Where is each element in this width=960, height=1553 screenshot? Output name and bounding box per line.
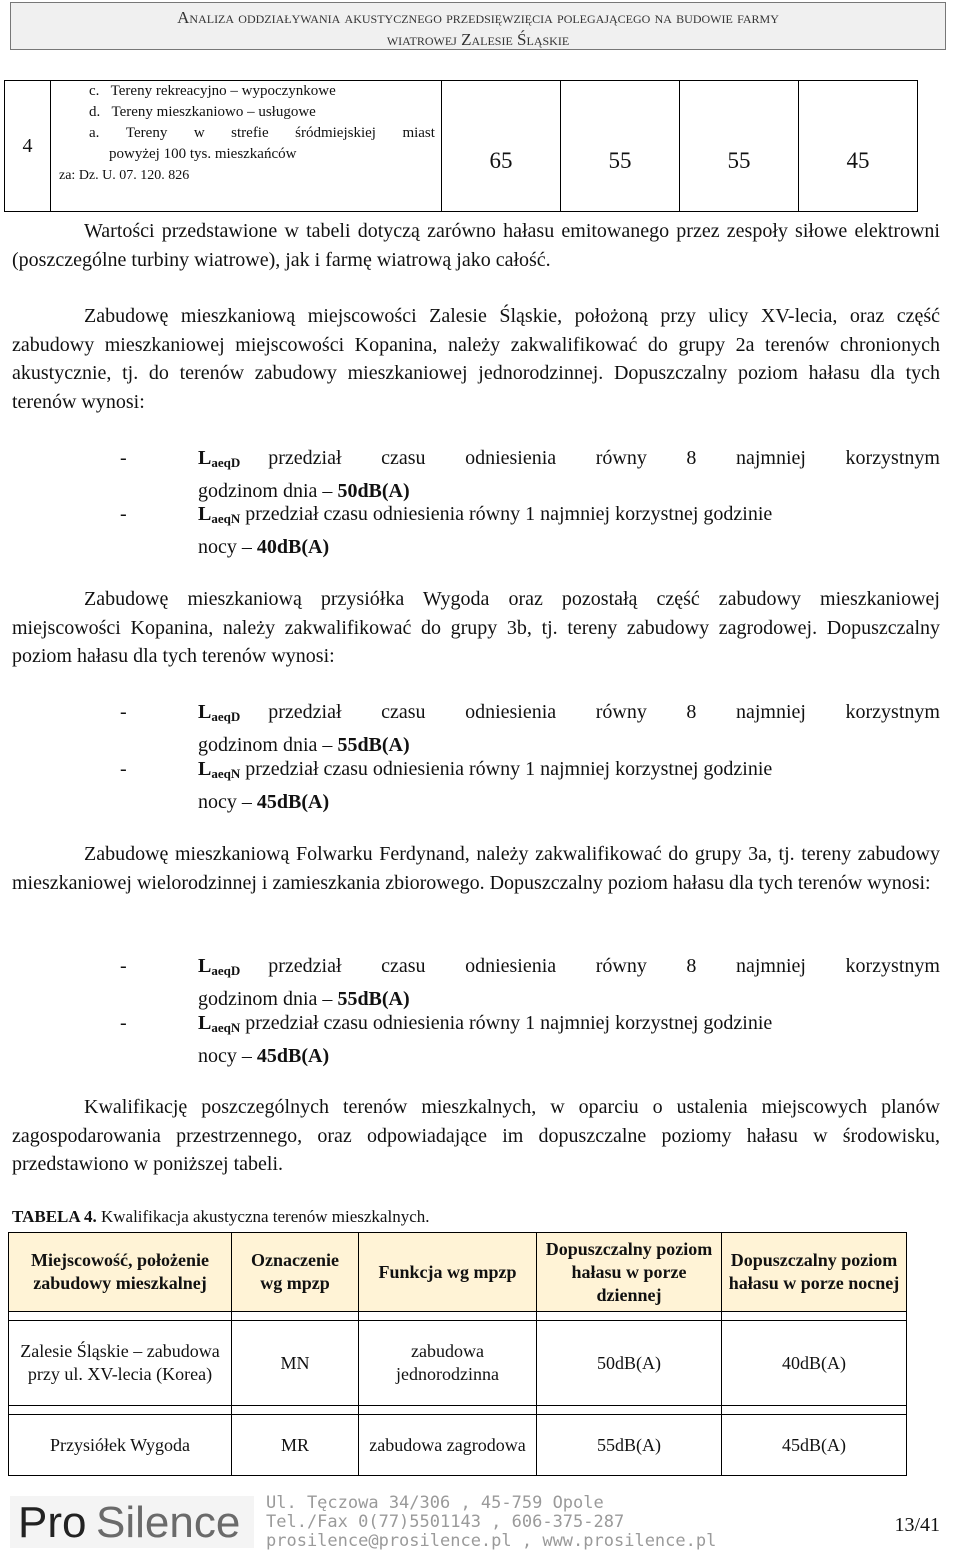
dash: - bbox=[120, 1012, 127, 1034]
day-limit-value: 55dB(A) bbox=[337, 734, 410, 756]
table-row bbox=[9, 1415, 907, 1476]
day-words bbox=[268, 952, 940, 985]
limit-day-1: - $L_{aeqD}$ przedział czasu odniesienia równy 8 najmniej korzystnym godzinom dnia – 50dB(A) bbox=[120, 444, 940, 505]
cell-function: zabudowa zagrodowa bbox=[359, 1415, 537, 1476]
paragraph-3: Zabudowę mieszkaniową przysiółka Wygoda oraz pozostałą część zabudowy mieszkaniowej miejscowości Kopanina, należy zakwalifikować do grupy 3b, tj. tereny zabudowy zagrodowej. Dopuszczalny poziom hałasu dla tych terenów wynosi: bbox=[12, 588, 940, 667]
word: odniesienia bbox=[465, 955, 557, 977]
limit-value: 45 bbox=[799, 81, 918, 212]
limit-value: 65 bbox=[442, 81, 561, 212]
word: czasu bbox=[381, 447, 426, 469]
prosilence-logo bbox=[10, 1496, 254, 1548]
word: odniesienia bbox=[465, 701, 557, 723]
table-header-row bbox=[9, 1233, 907, 1312]
word: czasu bbox=[381, 701, 426, 723]
night-limit-value: 45dB(A) bbox=[256, 1045, 330, 1067]
table-caption-label: TABELA 4. bbox=[12, 1207, 97, 1226]
cell-location: Zalesie Śląskie – zabudowa przy ul. XV-lecia (Korea) bbox=[9, 1321, 232, 1406]
word: korzystnym bbox=[845, 701, 940, 723]
col-header-symbol: Oznaczenie wg mpzp bbox=[232, 1233, 359, 1312]
cell-day-limit: 55dB(A) bbox=[537, 1415, 722, 1476]
word: najmniej bbox=[735, 955, 806, 977]
cell-night-limit: 40dB(A) bbox=[722, 1321, 907, 1406]
address-line: Ul. Tęczowa 34/306 , 45-759 Opole bbox=[266, 1493, 604, 1513]
logo-text-pro: Pro bbox=[18, 1498, 87, 1547]
word: 8 bbox=[686, 447, 697, 469]
noise-limits-table-fragment bbox=[4, 80, 918, 212]
word: miast bbox=[402, 125, 435, 141]
col-header-night-limit: Dopuszczalny poziom hałasu w porze nocnej bbox=[722, 1233, 907, 1312]
contact-line: prosilence@prosilence.pl , www.prosilence.pl bbox=[266, 1531, 717, 1551]
dash: - bbox=[120, 503, 127, 525]
word: Tereny bbox=[125, 125, 168, 141]
limit-night-3: - $L_{aeqN}$ przedział czasu odniesienia równy 1 najmniej korzystnej godzinie nocy – 45dB(A) bbox=[120, 1009, 940, 1070]
page-number: 13/41 bbox=[894, 1514, 940, 1536]
dash: - bbox=[120, 758, 127, 780]
day-words bbox=[268, 698, 940, 731]
header-line-1: Analiza oddziaływania akustycznego przedsięwzięcia polegającego na budowie farmy bbox=[177, 8, 779, 27]
paragraph-5: Kwalifikację poszczególnych terenów mieszkalnych, w oparciu o ustalenia miejscowych planów zagospodarowania przestrzennego, oraz odpowiadające im dopuszczalne poziomy hałasu w środowisku, przedstawiono w poniższej tabeli. bbox=[12, 1096, 940, 1175]
area-types-cell bbox=[51, 81, 442, 212]
word: śródmiejskiej bbox=[295, 125, 376, 141]
company-address bbox=[266, 1494, 716, 1551]
word: najmniej bbox=[735, 447, 806, 469]
legal-source: za: Dz. U. 07. 120. 826 bbox=[59, 168, 190, 183]
area-item-c: c. Tereny rekreacyjno – wypoczynkowe bbox=[89, 83, 336, 99]
word: 8 bbox=[686, 701, 697, 723]
table-caption-text: Kwalifikacja akustyczna terenów mieszkalnych. bbox=[96, 1207, 430, 1226]
paragraph-1: Wartości przedstawione w tabeli dotyczą zarówno hałasu emitowanego przez zespoły siłowe elektrowni (poszczególne turbiny wiatrowe), jak i farmę wiatrową jako całość. bbox=[12, 220, 940, 271]
word: czasu bbox=[381, 955, 426, 977]
word: najmniej bbox=[735, 701, 806, 723]
document-header bbox=[10, 2, 946, 50]
word: w bbox=[193, 125, 205, 141]
dash: - bbox=[120, 701, 127, 723]
cell-night-limit: 45dB(A) bbox=[722, 1415, 907, 1476]
area-item-a-line bbox=[89, 123, 441, 144]
cell-symbol: MN bbox=[232, 1321, 359, 1406]
dash: - bbox=[120, 955, 127, 977]
night-limit-value: 40dB(A) bbox=[256, 536, 330, 558]
day-limit-value: 50dB(A) bbox=[337, 480, 410, 502]
word: równy bbox=[595, 955, 647, 977]
word: równy bbox=[595, 701, 647, 723]
word: 8 bbox=[686, 955, 697, 977]
word: równy bbox=[595, 447, 647, 469]
col-header-day-limit: Dopuszczalny poziom hałasu w porze dziennej bbox=[537, 1233, 722, 1312]
word: strefie bbox=[231, 125, 269, 141]
limit-day-2: - $L_{aeqD}$ przedział czasu odniesienia równy 8 najmniej korzystnym godzinom dnia – 55dB(A) bbox=[120, 698, 940, 759]
limit-value: 55 bbox=[561, 81, 680, 212]
night-limit-value: 45dB(A) bbox=[256, 791, 330, 813]
paragraph-4: Zabudowę mieszkaniową Folwarku Ferdynand, należy zakwalifikować do grupy 3a, tj. tereny zabudowy mieszkaniowej wielorodzinnej i zamieszkania zbiorowego. Dopuszczalny poziom hałasu dla tych terenów wynosi: bbox=[12, 843, 940, 894]
header-line-2: wiatrowej Zalesie Śląskie bbox=[386, 30, 570, 49]
page-footer bbox=[0, 1492, 960, 1552]
limit-night-2: - $L_{aeqN}$ przedział czasu odniesienia równy 1 najmniej korzystnej godzinie nocy – 45dB(A) bbox=[120, 755, 940, 816]
limit-day-3: - $L_{aeqD}$ przedział czasu odniesienia równy 8 najmniej korzystnym godzinom dnia – 55dB(A) bbox=[120, 952, 940, 1013]
day-words bbox=[268, 444, 940, 477]
word: korzystnym bbox=[845, 447, 940, 469]
paragraph-2: Zabudowę mieszkaniową miejscowości Zalesie Śląskie, położoną przy ulicy XV-lecia, oraz część zabudowy mieszkaniowej miejscowości Kopanina, należy zakwalifikować do grupy 2a terenów chronionych akustycznie, tj. do terenów zabudowy mieszkaniowej jednorodzinnej. Dopuszczalny poziom hałasu dla tych terenów wynosi: bbox=[12, 305, 940, 413]
table-row bbox=[9, 1321, 907, 1406]
word: a. bbox=[89, 125, 100, 141]
col-header-function: Funkcja wg mpzp bbox=[359, 1233, 537, 1312]
phone-line: Tel./Fax 0(77)5501143 , 606-375-287 bbox=[266, 1512, 625, 1532]
row-number: 4 bbox=[5, 81, 51, 212]
word: korzystnym bbox=[845, 955, 940, 977]
word: przedział bbox=[268, 701, 342, 723]
word: przedział bbox=[268, 447, 342, 469]
limit-value: 55 bbox=[680, 81, 799, 212]
cell-day-limit: 50dB(A) bbox=[537, 1321, 722, 1406]
cell-symbol: MR bbox=[232, 1415, 359, 1476]
area-item-a-cont: powyżej 100 tys. mieszkańców bbox=[109, 146, 297, 162]
logo-text-silence: Silence bbox=[96, 1498, 241, 1547]
area-item-a bbox=[51, 123, 441, 165]
col-header-location: Miejscowość, położenie zabudowy mieszkalnej bbox=[9, 1233, 232, 1312]
table-caption bbox=[12, 1207, 430, 1227]
acoustic-qualification-table bbox=[8, 1232, 907, 1476]
word: przedział bbox=[268, 955, 342, 977]
area-item-d: d. Tereny mieszkaniowo – usługowe bbox=[89, 104, 316, 120]
cell-location: Przysiółek Wygoda bbox=[9, 1415, 232, 1476]
cell-function: zabudowa jednorodzinna bbox=[359, 1321, 537, 1406]
day-limit-value: 55dB(A) bbox=[337, 988, 410, 1010]
limit-night-1: - $L_{aeqN}$ przedział czasu odniesienia równy 1 najmniej korzystnej godzinie nocy – 40dB(A) bbox=[120, 500, 940, 561]
dash: - bbox=[120, 447, 127, 469]
word: odniesienia bbox=[465, 447, 557, 469]
